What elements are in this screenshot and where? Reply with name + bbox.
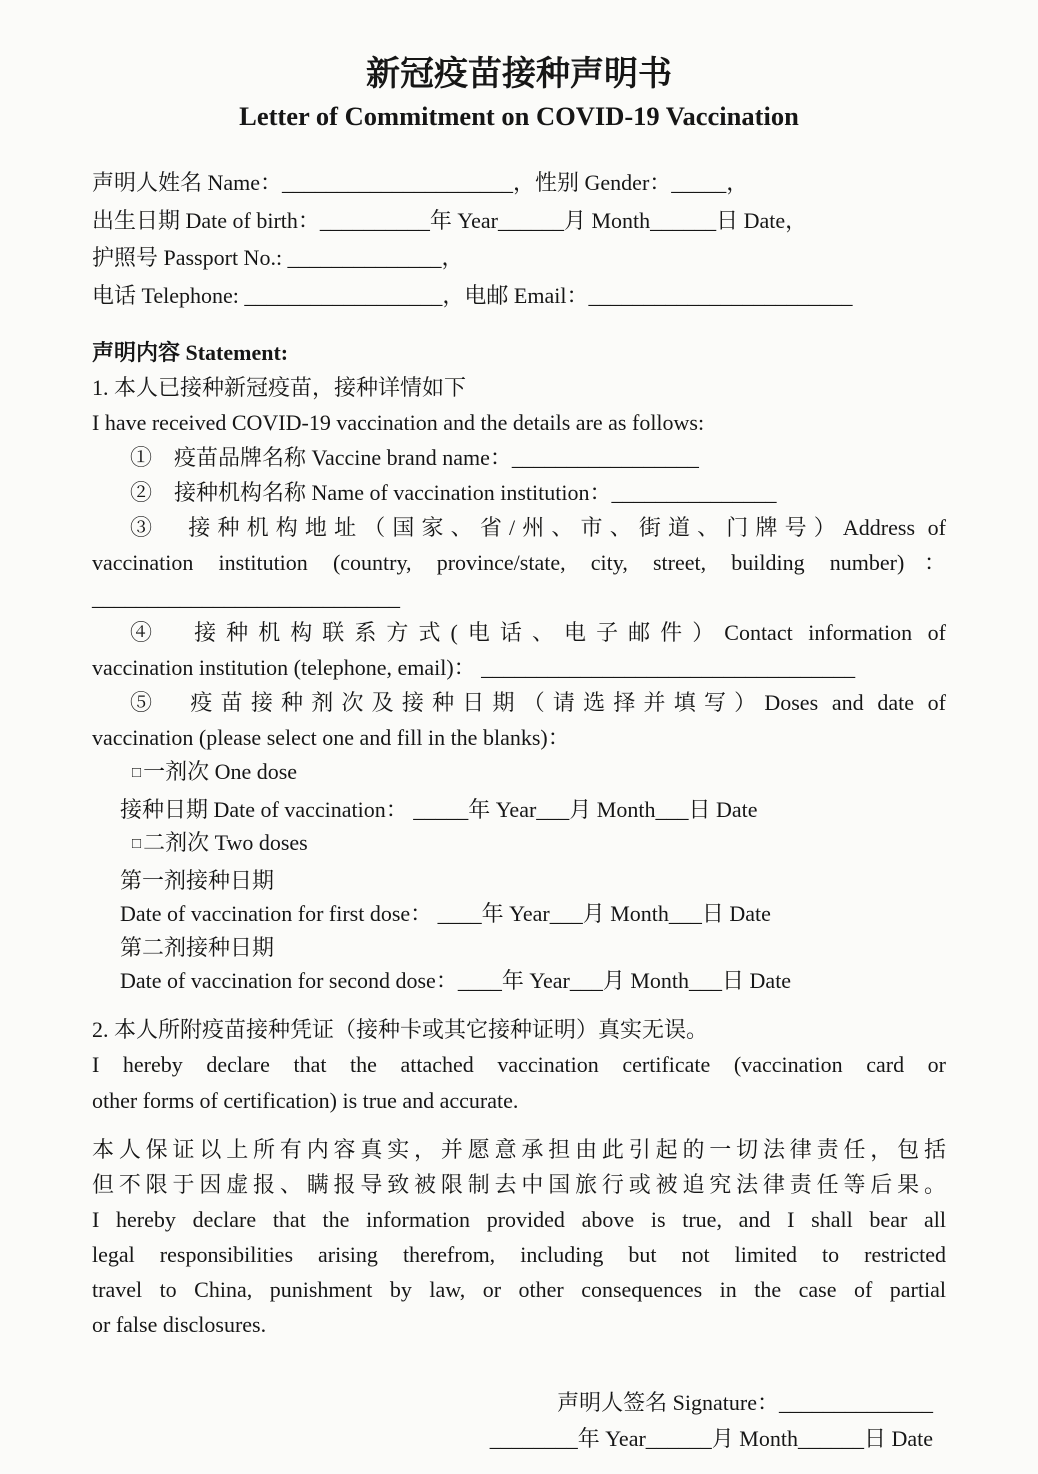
statement-section <box>92 335 946 998</box>
institution-address-blank-line: ____________________________ <box>92 585 400 610</box>
declaration-en-line-4: or false disclosures. <box>92 1312 267 1337</box>
one-dose-date-line: 接种日期 Date of vaccination： _____年 Year___月 Month___日 Date <box>120 796 758 822</box>
document-title-zh: 新冠疫苗接种声明书 <box>366 56 672 93</box>
date-of-birth-line: 出生日期 Date of birth：__________年 Year______月 Month______日 Date， <box>92 207 808 233</box>
statement-item1-zh: 1. 本人已接种新冠疫苗，接种详情如下 <box>92 375 467 400</box>
vaccine-brand-line: ① 疫苗品牌名称 Vaccine brand name：_________________ <box>130 445 699 470</box>
one-dose-label: 一剂次 One dose <box>143 759 298 784</box>
declaration-zh-line-2: 但不限于因虚报、瞒报导致被限制去中国旅行或被追究法律责任等后果。 <box>92 1172 946 1197</box>
name-gender-line: 声明人姓名 Name：_____________________，性别 Gender：_____， <box>92 170 749 195</box>
passport-number-line: 护照号 Passport No.: ______________， <box>92 245 464 270</box>
statement-item2-zh: 2. 本人所附疫苗接种凭证（接种卡或其它接种证明）真实无误。 <box>92 1016 709 1042</box>
personal-info-section <box>92 164 946 314</box>
statement-item2-en-line-1: I hereby declare that the attached vaccination certificate (vaccination card or <box>92 1052 946 1077</box>
declaration-en-line-3: travel to China, punishment by law, or other consequences in the case of partial <box>92 1277 946 1302</box>
institution-address-line-2: vaccination institution (country, province/state, city, street, building number)： <box>92 550 946 575</box>
telephone-email-line: 电话 Telephone: __________________，电邮 Email：________________________ <box>92 282 853 308</box>
statement-heading: 声明内容 Statement: <box>92 340 289 365</box>
statement-item1-en: I have received COVID-19 vaccination and the details are as follows: <box>92 410 705 435</box>
signature-line: 声明人签名 Signature：______________ <box>557 1390 933 1415</box>
declaration-section <box>92 1132 946 1342</box>
declaration-en-line-2: legal responsibilities arising therefrom, including but not limited to restricted <box>92 1242 946 1267</box>
doses-heading-line-1: ⑤ 疫苗接种剂次及接种日期（请选择并填写）Doses and date of <box>130 690 946 715</box>
statement-item2-en-line-2: other forms of certification) is true and accurate. <box>92 1087 519 1113</box>
institution-address-line-1: ③ 接种机构地址（国家、省/州、市、街道、门牌号）Address of <box>130 515 946 540</box>
declaration-en-line-1: I hereby declare that the information provided above is true, and I shall bear all <box>92 1207 946 1232</box>
second-dose-label-zh: 第二剂接种日期 <box>120 934 275 960</box>
document-title-en: Letter of Commitment on COVID-19 Vaccination <box>239 101 799 131</box>
signature-date-line: ________年 Year______月 Month______日 Date <box>489 1426 933 1451</box>
statement-item2-section <box>92 1012 946 1119</box>
doses-heading-line-2: vaccination (please select one and fill in the blanks)： <box>92 725 570 750</box>
declaration-zh-line-1: 本人保证以上所有内容真实，并愿意承担由此引起的一切法律责任，包括 <box>92 1137 946 1162</box>
two-doses-option-line <box>92 826 946 864</box>
signature-section <box>92 1385 946 1457</box>
two-doses-label: 二剂次 Two doses <box>143 830 308 855</box>
institution-contact-line-1: ④ 接种机构联系方式(电话、电子邮件）Contact information of <box>130 620 946 645</box>
one-dose-checkbox-icon: □ <box>132 765 142 781</box>
second-dose-date-line: Date of vaccination for second dose：____年 Year___月 Month___日 Date <box>120 968 792 993</box>
first-dose-label-zh: 第一剂接种日期 <box>120 867 275 893</box>
two-doses-checkbox-icon: □ <box>132 836 142 852</box>
institution-name-line: ② 接种机构名称 Name of vaccination institution：_______________ <box>130 480 777 505</box>
institution-contact-line-2: vaccination institution (telephone, email)： __________________________________ <box>92 655 856 680</box>
first-dose-date-line: Date of vaccination for first dose： ____年 Year___月 Month___日 Date <box>120 901 771 926</box>
one-dose-option-line <box>92 755 946 793</box>
